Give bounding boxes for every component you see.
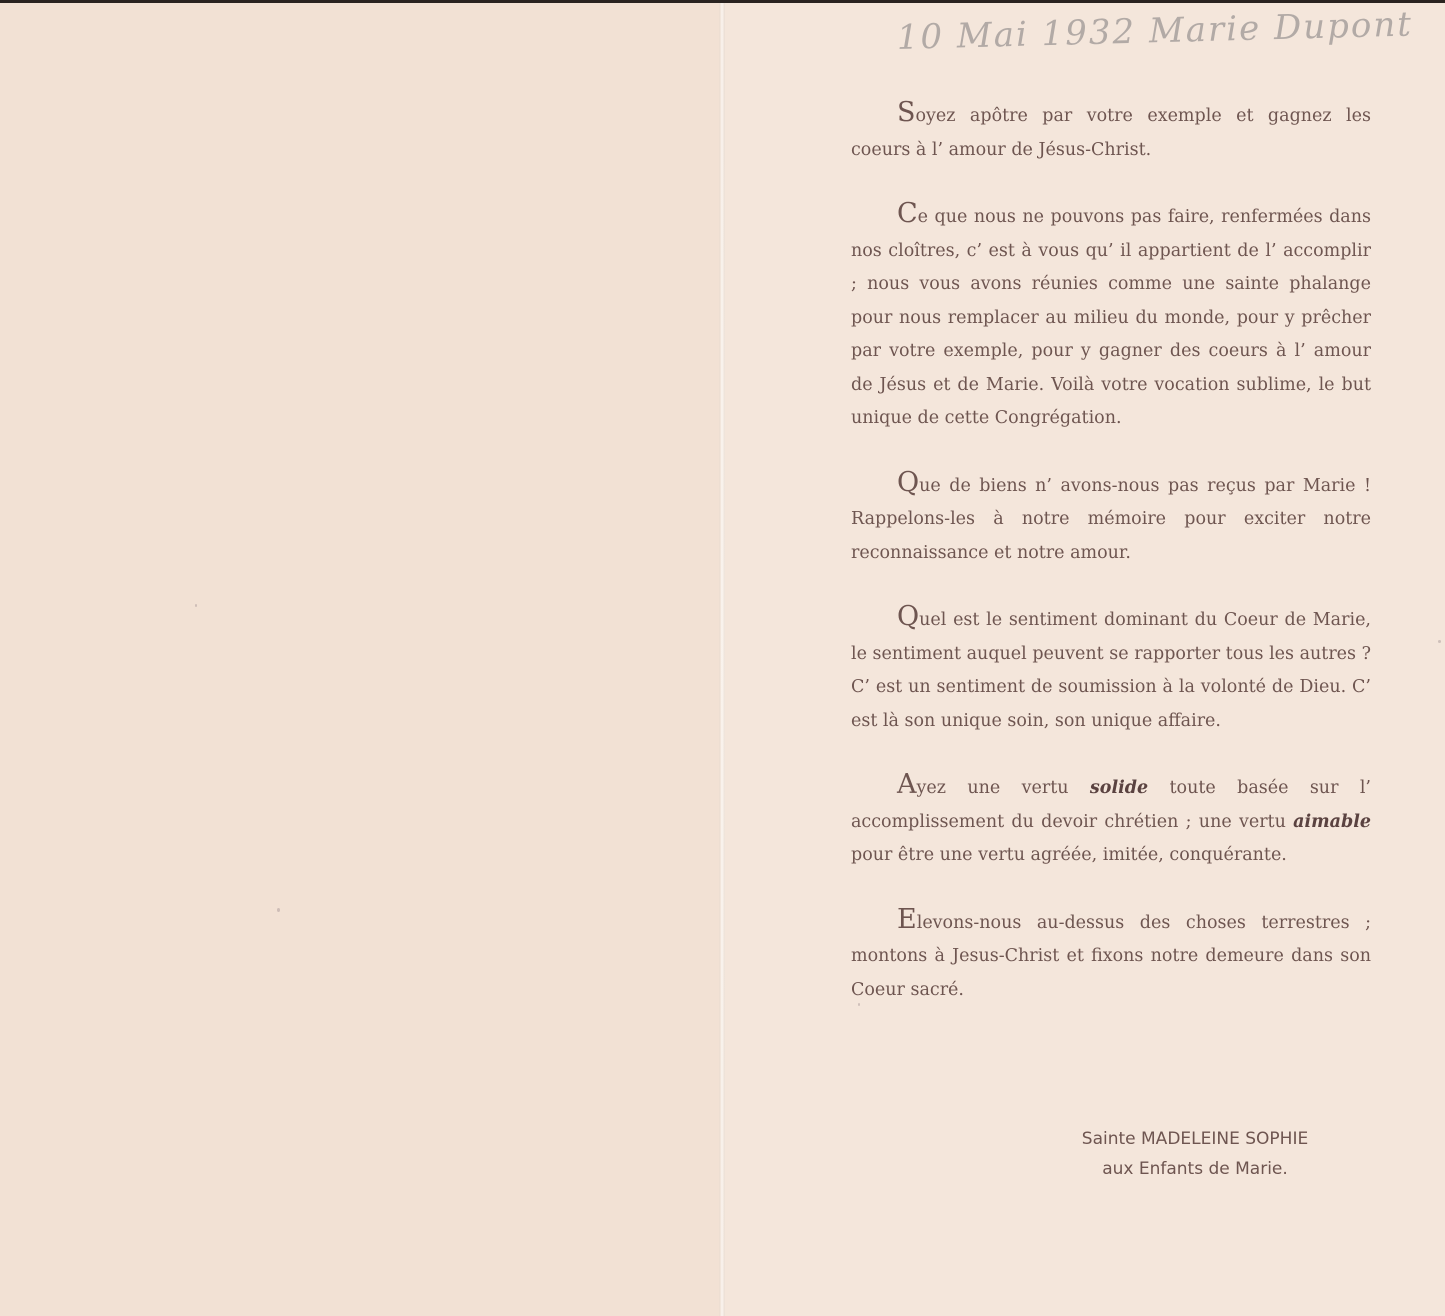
paragraph-4 <box>851 601 1371 738</box>
paper-speck <box>858 1003 860 1006</box>
handwritten-note: 10 Mai 1932 Marie Dupont <box>896 4 1414 59</box>
paragraph-3 <box>851 466 1371 571</box>
paragraph-text: oyez apôtre par votre exemple et gagnez les coeurs à l’ amour de Jésus-Christ. <box>851 106 1371 160</box>
paragraph-5 <box>851 769 1371 873</box>
quote-text-block <box>851 97 1371 1007</box>
paragraph-initial: Q <box>897 601 920 632</box>
signature-addressee: aux Enfants de Marie. <box>1102 1159 1288 1179</box>
paragraph-initial: S <box>897 97 916 128</box>
paragraph-text: ue de biens n’ avons-nous pas reçus par Marie ! Rappelons-les à notre mémoire pour exciter notre reconnaissance et notre amour. <box>851 475 1371 563</box>
paragraph-6 <box>851 903 1371 1008</box>
emphasis-solide: solide <box>1089 778 1149 798</box>
paragraph-initial: C <box>897 198 918 229</box>
left-panel-blank <box>0 3 721 1316</box>
signature-name: Sainte MADELEINE SOPHIE <box>1081 1129 1309 1149</box>
emphasis-aimable: aimable <box>1293 811 1371 832</box>
paper-speck <box>277 908 280 912</box>
paragraph-initial: E <box>897 903 917 935</box>
signature <box>1020 1124 1370 1184</box>
paragraph-text: e que nous ne pouvons pas faire, renfermées dans nos cloîtres, c’ est à vous qu’ il appartient de l’ accomplir ; nous vous avons réunies comme une sainte phalange pour nous remplacer au milieu du monde, pour y prêcher par votre exemple, pour y gagner des coeurs à l’ amour de Jésus et de Marie. Voilà votre vocation sublime, le but unique de cette Congrégation. <box>851 207 1371 428</box>
paragraph-text: yez une vertu <box>916 778 1090 798</box>
paragraph-text: uel est le sentiment dominant du Coeur de Marie, le sentiment auquel peuvent se rapporter tous les autres ? C’ est un sentiment de soumission à la volonté de Dieu. C’ est là son unique soin, son unique affaire. <box>851 610 1371 731</box>
paragraph-text-middle: toute basée sur l’ accomplissement du devoir chrétien ; une vertu <box>851 778 1371 832</box>
paragraph-initial: Q <box>897 466 920 498</box>
paragraph-text: levons-nous au-dessus des choses terrestres ; montons à Jesus-Christ et fixons notre demeure dans son Coeur sacré. <box>851 912 1371 1000</box>
paper-speck <box>195 604 197 607</box>
paragraph-1 <box>851 97 1371 167</box>
paragraph-2 <box>851 198 1371 436</box>
paper-speck <box>1438 640 1441 643</box>
paragraph-initial: A <box>897 769 917 800</box>
paragraph-text-end: pour être une vertu agréée, imitée, conquérante. <box>851 845 1287 865</box>
